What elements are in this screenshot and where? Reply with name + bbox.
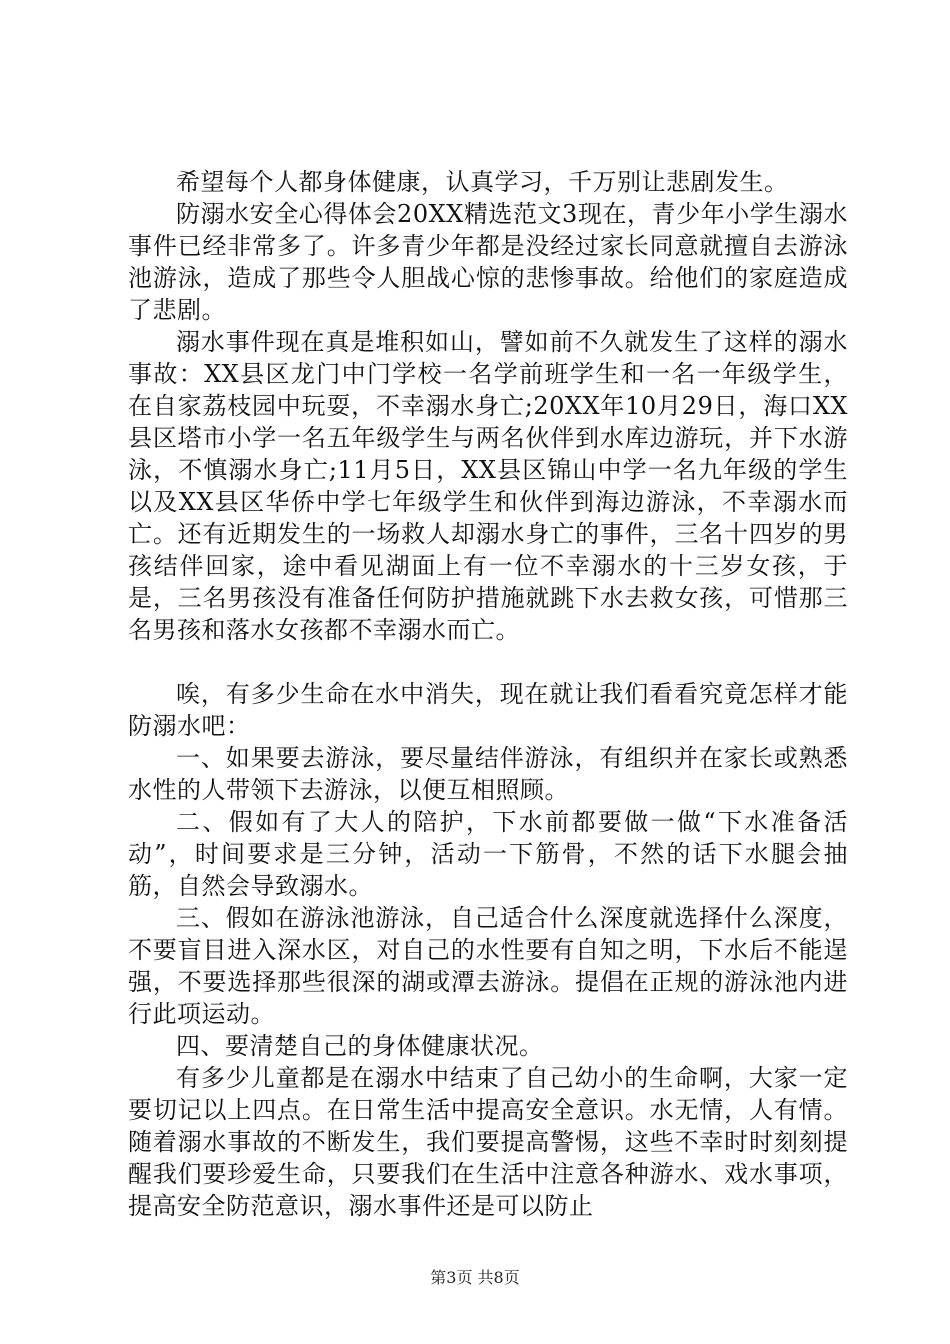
list-item: 四、要清楚自己的身体健康状况。: [176, 1032, 544, 1060]
list-item: 二、假如有了大人的陪护，下水前都要做一做“下水准备活动”，时间要求是三分钟，活动一下筋骨，不然的话下水腿会抽筋，自然会导致溺水。: [128, 808, 848, 900]
document-body: [128, 166, 848, 1222]
paragraph-spacer: [128, 646, 848, 678]
paragraph: 溺水事件现在真是堆积如山，譬如前不久就发生了这样的溺水事故：XX县区龙门中门学校一名学前班学生和一名一年级学生，在自家荔枝园中玩耍，不幸溺水身亡;20XX年10月29日，海口XX县区塔市小学一名五年级学生与两名伙伴到水库边游玩，并下水游泳，不慎溺水身亡;11月5日，XX县区锦山中学一名九年级的学生以及XX县区华侨中学七年级学生和伙伴到海边游泳，不幸溺水而亡。还有近期发生的一场救人却溺水身亡的事件，三名十四岁的男孩结伴回家，途中看见湖面上有一位不幸溺水的十三岁女孩，于是，三名男孩没有准备任何防护措施就跳下水去救女孩，可惜那三名男孩和落水女孩都不幸溺水而亡。: [128, 328, 848, 644]
paragraph: 有多少儿童都是在溺水中结束了自己幼小的生命啊，大家一定要切记以上四点。在日常生活中提高安全意识。水无情，人有情。随着溺水事故的不断发生，我们要提高警惕，这些不幸时时刻刻提醒我们要珍爱生命，只要我们在生活中注意各种游水、戏水事项，提高安全防范意识，溺水事件还是可以防止: [128, 1064, 848, 1220]
paragraph: 唉，有多少生命在水中消失，现在就让我们看看究竟怎样才能防溺水吧：: [128, 680, 848, 740]
list-item: 一、如果要去游泳，要尽量结伴游泳，有组织并在家长或熟悉水性的人带领下去游泳，以便互相照顾。: [128, 744, 848, 804]
page-footer: 第3页 共8页: [430, 1268, 520, 1287]
paragraph: 防溺水安全心得体会20XX精选范文3现在，青少年小学生溺水事件已经非常多了。许多青少年都是没经过家长同意就擅自去游泳池游泳，造成了那些令人胆战心惊的悲惨事故。给他们的家庭造成了悲剧。: [128, 200, 848, 324]
paragraph: 希望每个人都身体健康，认真学习，千万别让悲剧发生。: [176, 168, 789, 196]
list-item: 三、假如在游泳池游泳，自己适合什么深度就选择什么深度，不要盲目进入深水区，对自己的水性要有自知之明，下水后不能逞强，不要选择那些很深的湖或潭去游泳。提倡在正规的游泳池内进行此项运动。: [128, 904, 848, 1028]
